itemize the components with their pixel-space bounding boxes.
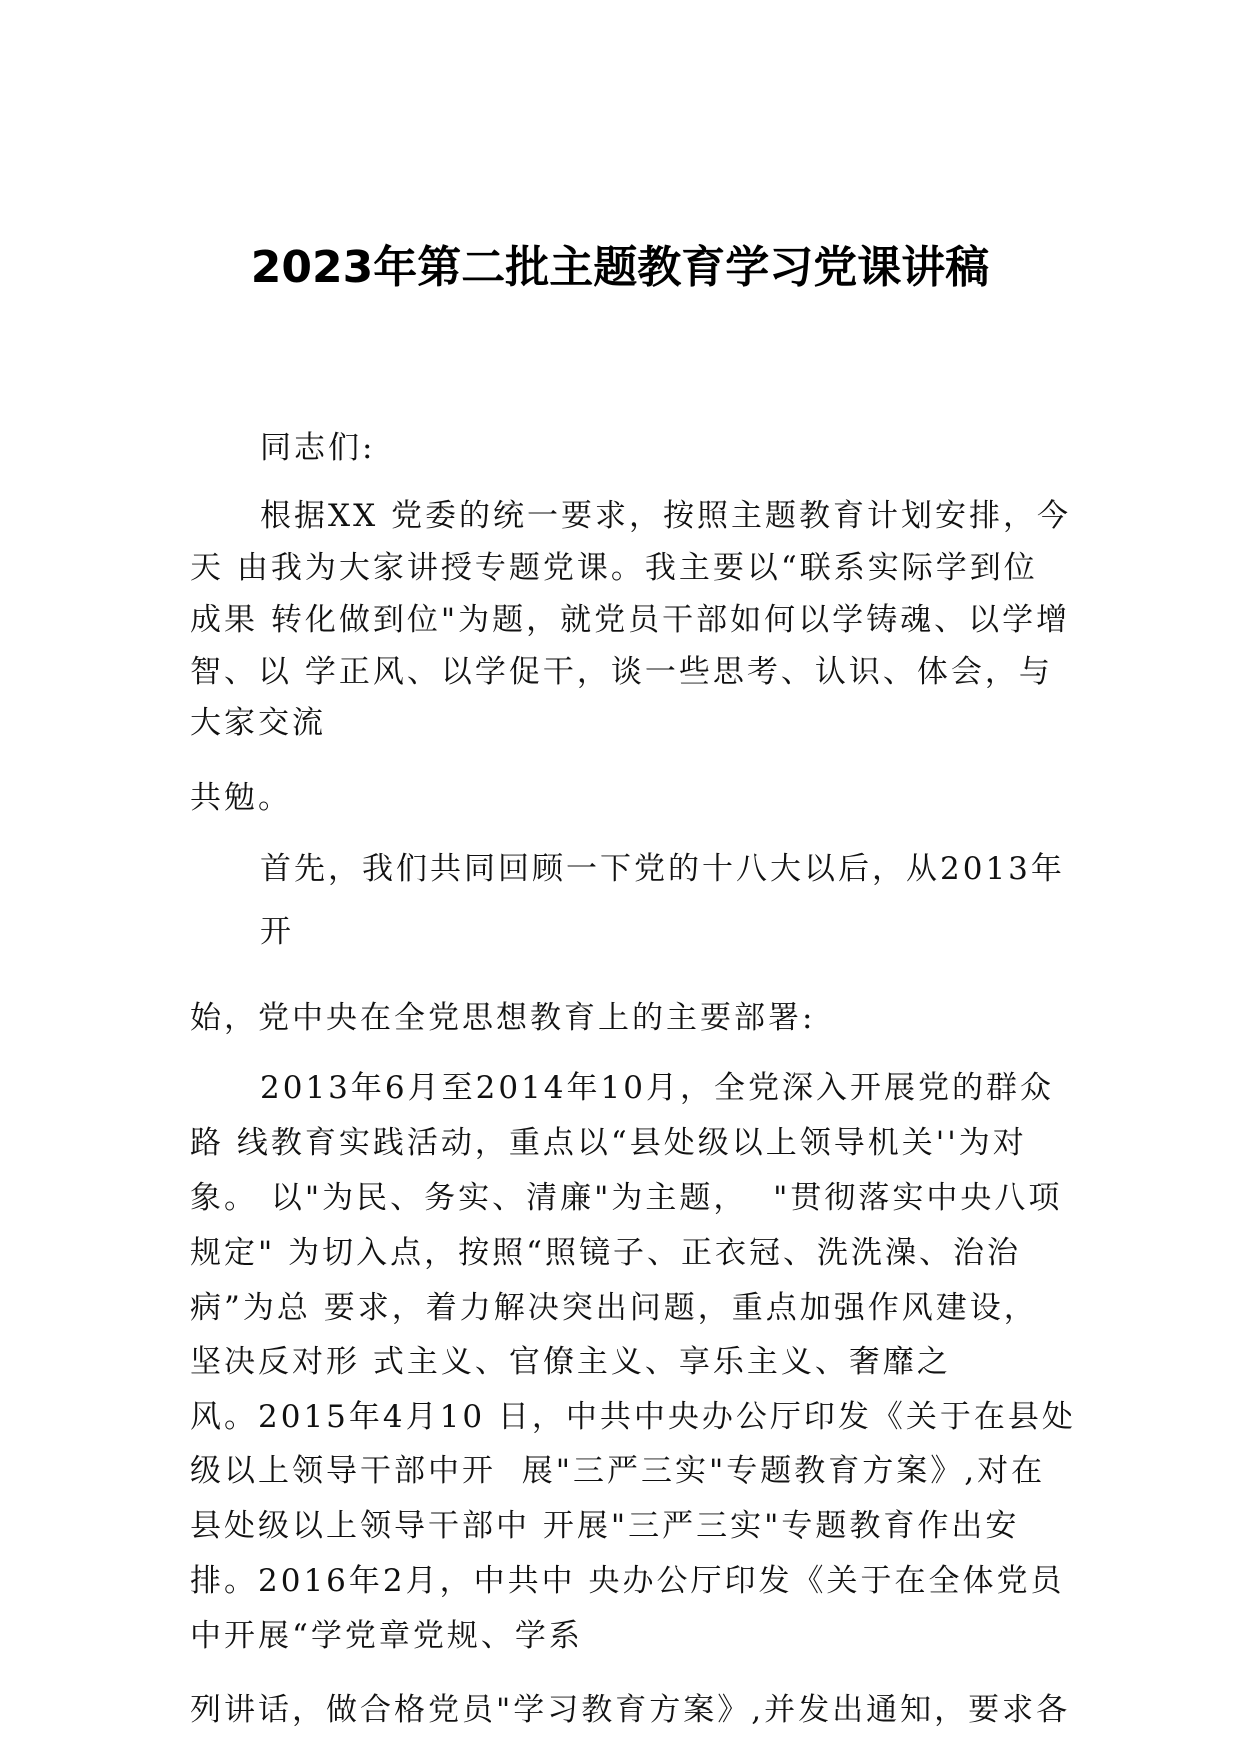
body-line: 列讲话，做合格党员"学习教育方案》,并发出通知，要求各: [190, 1692, 1071, 1728]
body-line: 县处级以上领导干部中 开展"三严三实"专题教育作出安: [190, 1508, 1020, 1544]
body-line: 病”为总 要求，着力解决突出问题，重点加强作风建设，: [190, 1290, 1038, 1326]
body-line: 中开展“学党章党规、学系: [190, 1618, 583, 1654]
body-line: 成果 转化做到位"为题，就党员干部如何以学铸魂、以学增: [190, 602, 1071, 638]
body-line: 级以上领导干部中开 展"三严三实"专题教育方案》,对在: [190, 1453, 1046, 1489]
body-line: 规定" 为切入点，按照“照镜子、正衣冠、洗洗澡、治治: [190, 1235, 1021, 1271]
document-title: 2023年第二批主题教育学习党课讲稿: [250, 242, 990, 293]
body-line: 风。2015年4月10 日，中共中央办公厅印发《关于在县处: [190, 1399, 1076, 1435]
body-line: 始，党中央在全党思想教育上的主要部署:: [190, 1000, 816, 1036]
body-line: 排。2016年2月，中共中 央办公厅印发《关于在全体党员: [190, 1563, 1065, 1599]
body-line: 智、以 学正风、以学促干，谈一些思考、认识、体会，与: [190, 654, 1053, 690]
body-line: 根据XX 党委的统一要求，按照主题教育计划安排，今: [260, 498, 1071, 534]
body-line: 开: [260, 914, 294, 950]
body-line: 天 由我为大家讲授专题党课。我主要以“联系实际学到位: [190, 550, 1038, 586]
body-line: 2013年6月至2014年10月，全党深入开展党的群众: [260, 1070, 1054, 1106]
body-line: 象。 以"为民、务实、清廉"为主题， "贯彻落实中央八项: [190, 1180, 1063, 1216]
body-line: 路 线教育实践活动，重点以“县处级以上领导机关''为对: [190, 1125, 1027, 1161]
body-line: 坚决反对形 式主义、官僚主义、享乐主义、奢靡之: [190, 1344, 951, 1380]
salutation-line: 同志们:: [260, 430, 376, 466]
body-line: 共勉。: [190, 780, 292, 816]
body-line: 大家交流: [190, 705, 326, 741]
body-line: 首先，我们共同回顾一下党的十八大以后，从2013年: [260, 851, 1065, 887]
